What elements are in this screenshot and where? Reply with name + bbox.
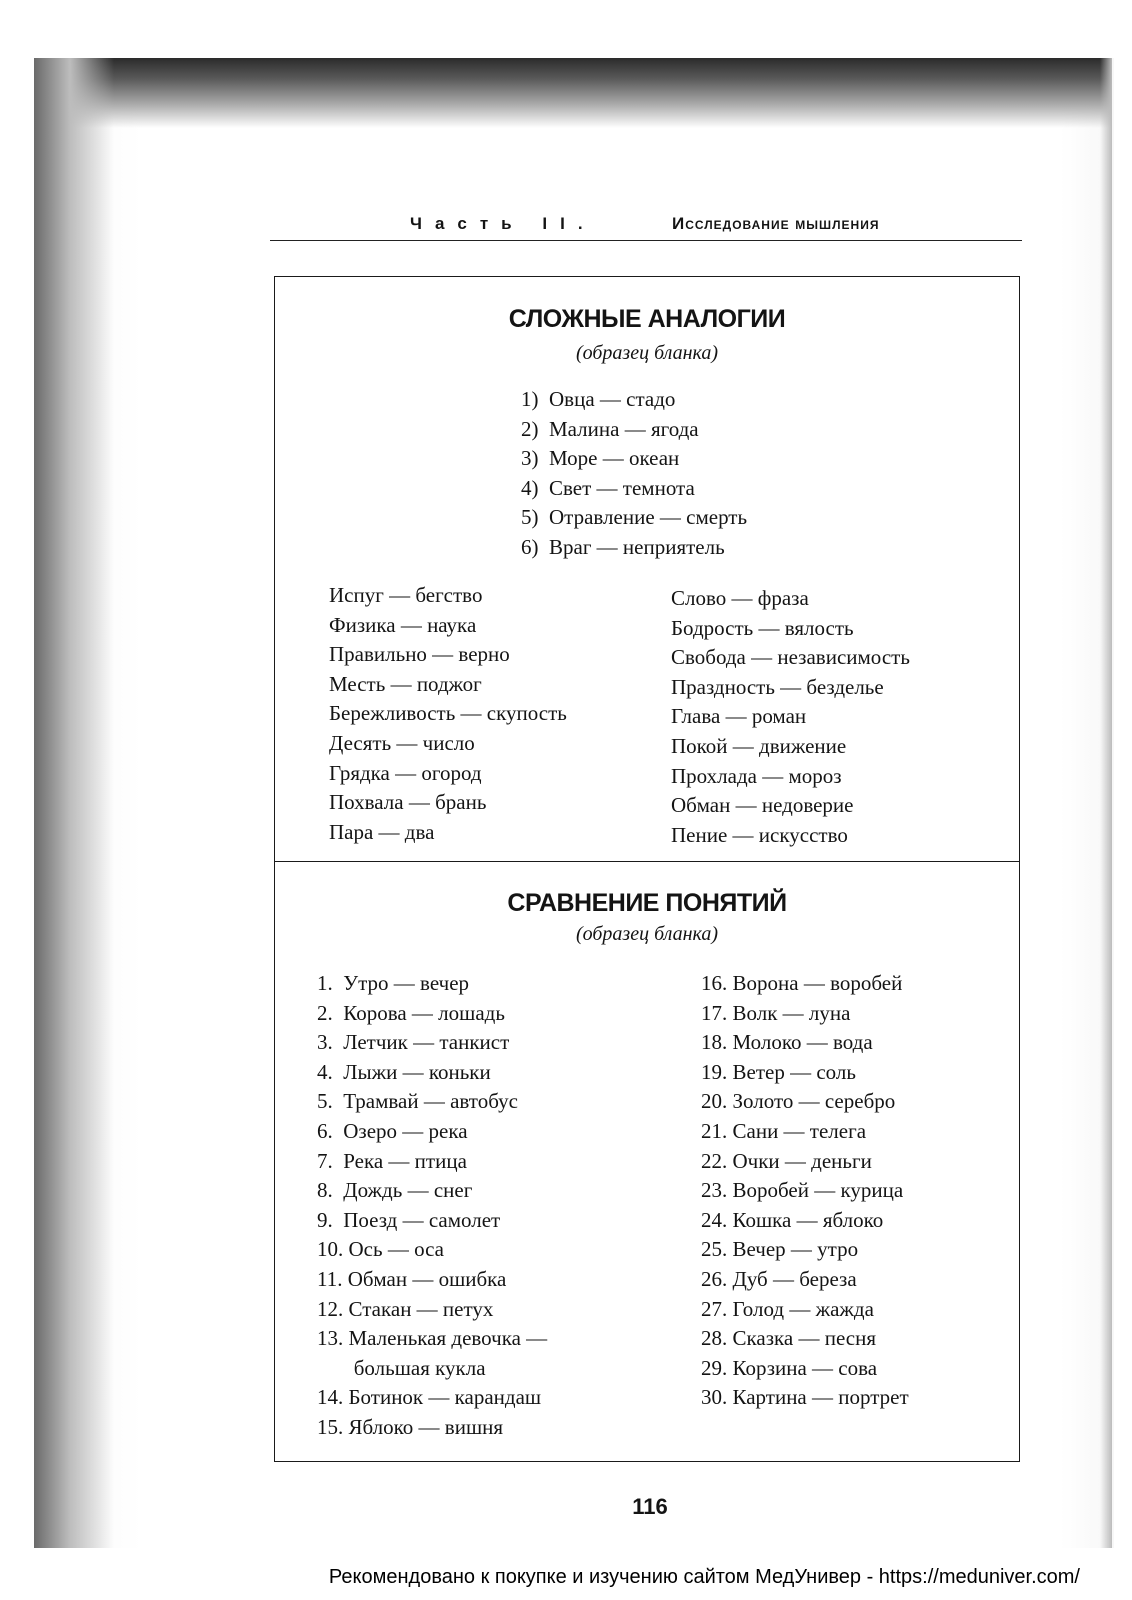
analogy-key-item: 2) Малина — ягода [521, 416, 699, 441]
comparison-pair: 23. Воробей — курица [701, 1178, 904, 1203]
analogy-pair: Месть — поджог [329, 671, 482, 696]
comparison-pair: 16. Ворона — воробей [701, 971, 903, 995]
analogy-key-item: 6) Враг — неприятель [521, 535, 725, 559]
analogy-pair: Бережливость — скупость [329, 701, 567, 726]
comparison-pair: 1. Утро — вечер [317, 971, 470, 995]
comparison-pair: 15. Яблоко — вишня [317, 1415, 504, 1439]
analogy-pair: Физика — наука [329, 612, 477, 637]
comparison-pair: 8. Дождь — снег [317, 1178, 473, 1203]
running-head [270, 208, 1022, 238]
comparison-pair: 2. Корова — лошадь [317, 1000, 505, 1025]
scan-shadow-right [1100, 58, 1112, 1548]
comparison-pair: 24. Кошка — яблоко [701, 1207, 884, 1232]
comparison-pair: 20. Золото — серебро [701, 1089, 896, 1114]
comparison-pair: 7. Река — птица [317, 1148, 467, 1173]
analogy-pair: Прохлада — мороз [671, 763, 842, 788]
section-divider [275, 861, 1019, 862]
analogy-pair: Покой — движение [671, 734, 847, 758]
analogy-key-item: 1) Овца — стадо [521, 387, 676, 411]
comparison-pair: 5. Трамвай — автобус [317, 1089, 518, 1114]
analogy-key-item: 5) Отравление — смерть [521, 505, 748, 530]
analogy-pair: Грядка — огород [329, 760, 482, 785]
scan-shadow-top [34, 58, 1112, 128]
form-frame [274, 276, 1020, 1462]
analogy-pair: Десять — число [329, 731, 475, 755]
analogy-pair: Обман — недоверие [671, 793, 854, 818]
comparison-pair: 12. Стакан — петух [317, 1296, 494, 1321]
analogy-pair: Свобода — независимость [671, 645, 910, 670]
comparison-pair: 21. Сани — телега [701, 1119, 867, 1143]
watermark-bar [0, 1566, 1132, 1600]
part-number: II. [542, 214, 596, 233]
comparison-pair: 3. Летчик — танкист [317, 1030, 510, 1055]
analogy-pair: Бодрость — вялость [671, 615, 854, 640]
analogy-key-item: 4) Свет — темнота [521, 475, 695, 500]
comparison-pair: 18. Молоко — вода [701, 1030, 873, 1055]
analogy-pair: Глава — роман [671, 704, 807, 729]
analogy-pair: Испуг — бегство [329, 583, 483, 607]
comparison-pair: 11. Обман — ошибка [317, 1267, 507, 1291]
concept-comparison-title: СРАВНЕНИЕ ПОНЯТИЙ [507, 889, 787, 917]
comparison-pair: 29. Корзина — сова [701, 1355, 878, 1380]
running-head-title: Исследование мышления [672, 214, 880, 233]
analogy-pair: Пение — искусство [671, 822, 848, 847]
page-number: 116 [632, 1494, 668, 1519]
comparison-pair: 26. Дуб — береза [701, 1267, 857, 1291]
watermark-text: Рекомендовано к покупке и изучению сайтом МедУнивер - https://meduniver.com/ [328, 1566, 1080, 1588]
comparison-pair: 4. Лыжи — коньки [317, 1059, 491, 1084]
comparison-pair: 10. Ось — оса [317, 1237, 444, 1262]
comparison-pair: 6. Озеро — река [317, 1119, 468, 1143]
analogy-pair: Слово — фраза [671, 586, 809, 610]
analogy-pair: Похвала — брань [329, 790, 487, 815]
comparison-pair: 27. Голод — жажда [701, 1296, 874, 1321]
running-head-part [410, 214, 596, 234]
scan-shadow-left [34, 58, 114, 1548]
complex-analogies-title: СЛОЖНЫЕ АНАЛОГИИ [508, 305, 786, 333]
comparison-pair: 19. Ветер — соль [701, 1059, 856, 1084]
comparison-pair: 30. Картина — портрет [701, 1385, 909, 1410]
analogy-key-item: 3) Море — океан [521, 446, 680, 471]
comparison-pair: 28. Сказка — песня [701, 1326, 877, 1351]
comparison-pair: большая кукла [317, 1355, 486, 1380]
comparison-pair: 22. Очки — деньги [701, 1148, 872, 1173]
analogy-pair: Правильно — верно [329, 642, 510, 667]
analogy-pair: Пара — два [329, 819, 435, 844]
comparison-pair: 17. Волк — луна [701, 1000, 851, 1025]
comparison-pair: 25. Вечер — утро [701, 1237, 859, 1262]
complex-analogies-subtitle: (образец бланка) [575, 342, 719, 364]
comparison-pair: 14. Ботинок — карандаш [317, 1385, 542, 1410]
running-head-rule [270, 240, 1022, 241]
comparison-pair: 9. Поезд — самолет [317, 1207, 501, 1232]
concept-comparison-subtitle: (образец бланка) [575, 923, 719, 945]
analogy-pair: Праздность — безделье [671, 674, 884, 699]
part-label: Часть [410, 214, 525, 233]
comparison-pair: 13. Маленькая девочка — [317, 1326, 548, 1351]
